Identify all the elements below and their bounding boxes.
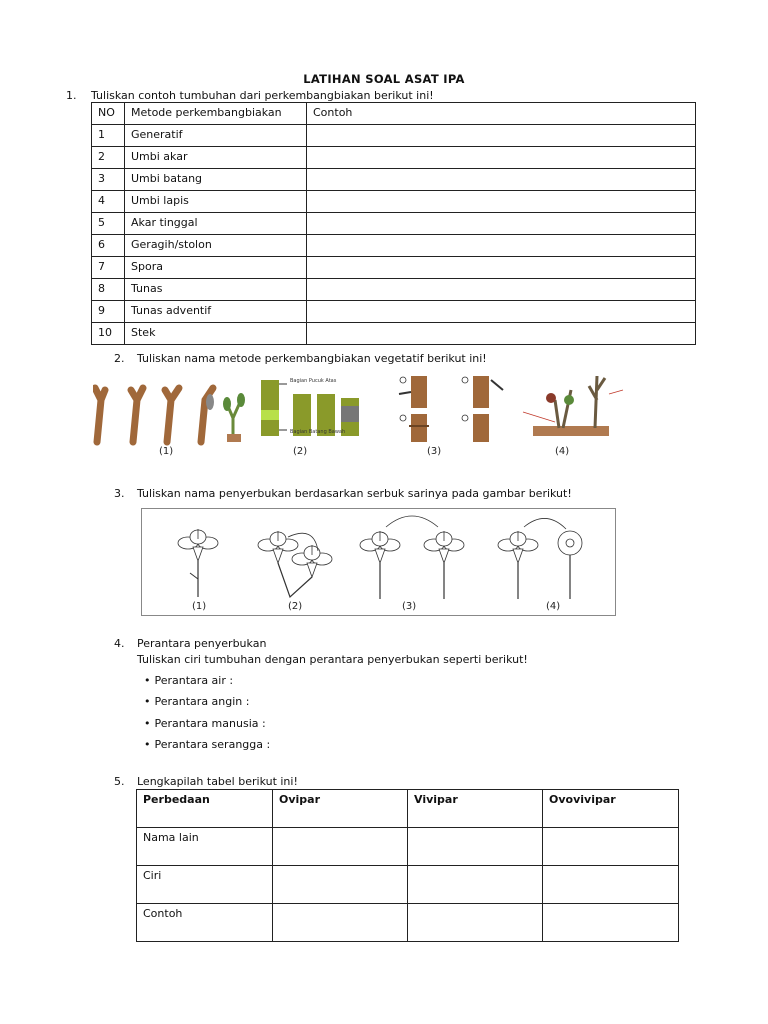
answer-cell[interactable]: [543, 828, 679, 866]
answer-cell[interactable]: [543, 904, 679, 942]
answer-cell[interactable]: [408, 828, 543, 866]
question-4-text: Tuliskan ciri tumbuhan dengan perantara penyerbukan seperti berikut!: [137, 653, 528, 666]
layering-illustration: [95, 388, 245, 442]
cutting-illustration: [523, 376, 623, 436]
row-method: Umbi akar: [125, 147, 307, 169]
header-no: NO: [92, 103, 125, 125]
table-row: [92, 279, 696, 301]
row-no: 1: [92, 125, 125, 147]
row-no: 2: [92, 147, 125, 169]
header-method: Metode perkembangbiakan: [125, 103, 307, 125]
row-label: Ciri: [137, 866, 273, 904]
header-ovipar: Ovipar: [273, 790, 408, 828]
row-method: Umbi batang: [125, 169, 307, 191]
answer-cell[interactable]: [273, 866, 408, 904]
list-item-human: • Perantara manusia :: [144, 717, 266, 730]
row-no: 4: [92, 191, 125, 213]
answer-cell[interactable]: [307, 323, 696, 345]
row-no: 10: [92, 323, 125, 345]
answer-cell[interactable]: [307, 147, 696, 169]
caption-2: (2): [293, 446, 308, 457]
table-row: [137, 866, 679, 904]
page-title: LATIHAN SOAL ASAT IPA: [303, 72, 465, 86]
neighbour-pollination-illustration: [258, 531, 332, 597]
answer-cell[interactable]: [408, 866, 543, 904]
question-1-text: Tuliskan contoh tumbuhan dari perkembangbiakan berikut ini!: [91, 89, 434, 102]
row-no: 5: [92, 213, 125, 235]
answer-cell[interactable]: [307, 279, 696, 301]
table-row: [92, 235, 696, 257]
table-row: [92, 191, 696, 213]
question-3-number: 3.: [114, 487, 125, 500]
reproduction-table: [91, 102, 696, 345]
table-row: [92, 257, 696, 279]
question-4-title: Perantara penyerbukan: [137, 637, 267, 650]
row-method: Akar tinggal: [125, 213, 307, 235]
row-no: 8: [92, 279, 125, 301]
table-header-row: [137, 790, 679, 828]
pollination-illustration: [142, 509, 615, 615]
table-row: [92, 125, 696, 147]
table-row: [137, 904, 679, 942]
answer-cell[interactable]: [307, 191, 696, 213]
table-row: [92, 323, 696, 345]
header-example: Contoh: [307, 103, 696, 125]
row-label: Nama lain: [137, 828, 273, 866]
pollination-figure: [141, 508, 616, 616]
question-1-number: 1.: [66, 89, 77, 102]
table-header-row: [92, 103, 696, 125]
label-top-part: Bagian Pucuk Atas: [290, 378, 337, 384]
answer-cell[interactable]: [307, 169, 696, 191]
list-item-water: • Perantara air :: [144, 674, 233, 687]
row-method: Geragih/stolon: [125, 235, 307, 257]
question-5-text: Lengkapilah tabel berikut ini!: [137, 775, 298, 788]
self-pollination-illustration: [178, 529, 218, 597]
header-vivipar: Vivipar: [408, 790, 543, 828]
caption-3: (3): [427, 446, 442, 457]
row-no: 7: [92, 257, 125, 279]
row-method: Stek: [125, 323, 307, 345]
table-row: [137, 828, 679, 866]
grafting-illustration: [261, 380, 359, 436]
table-row: [92, 147, 696, 169]
answer-cell[interactable]: [307, 235, 696, 257]
row-method: Tunas adventif: [125, 301, 307, 323]
table-row: [92, 213, 696, 235]
question-5-number: 5.: [114, 775, 125, 788]
budding-illustration: [399, 376, 503, 442]
answer-cell[interactable]: [273, 904, 408, 942]
row-method: Spora: [125, 257, 307, 279]
answer-cell[interactable]: [273, 828, 408, 866]
vegetative-methods-figure: [93, 370, 641, 462]
table-row: [92, 169, 696, 191]
row-no: 6: [92, 235, 125, 257]
caption-4: (4): [546, 601, 561, 612]
row-method: Generatif: [125, 125, 307, 147]
row-method: Tunas: [125, 279, 307, 301]
question-3-text: Tuliskan nama penyerbukan berdasarkan serbuk sarinya pada gambar berikut!: [137, 487, 572, 500]
animal-reproduction-table: [136, 789, 679, 942]
row-no: 3: [92, 169, 125, 191]
row-no: 9: [92, 301, 125, 323]
cross-pollination-illustration: [360, 516, 464, 599]
question-2-number: 2.: [114, 352, 125, 365]
caption-1: (1): [192, 601, 207, 612]
answer-cell[interactable]: [307, 125, 696, 147]
header-ovovivipar: Ovovivipar: [543, 790, 679, 828]
question-4-number: 4.: [114, 637, 125, 650]
label-bottom-part: Bagian Batang Bawah: [290, 429, 346, 435]
list-item-wind: • Perantara angin :: [144, 695, 249, 708]
header-difference: Perbedaan: [137, 790, 273, 828]
answer-cell[interactable]: [307, 301, 696, 323]
caption-1: (1): [159, 446, 174, 457]
question-2-text: Tuliskan nama metode perkembangbiakan vegetatif berikut ini!: [137, 352, 487, 365]
answer-cell[interactable]: [307, 213, 696, 235]
answer-cell[interactable]: [307, 257, 696, 279]
answer-cell[interactable]: [543, 866, 679, 904]
caption-2: (2): [288, 601, 303, 612]
row-method: Umbi lapis: [125, 191, 307, 213]
vegetative-illustration: [93, 370, 641, 462]
caption-3: (3): [402, 601, 417, 612]
list-item-insect: • Perantara serangga :: [144, 738, 270, 751]
row-label: Contoh: [137, 904, 273, 942]
caption-4: (4): [555, 446, 570, 457]
answer-cell[interactable]: [408, 904, 543, 942]
bastard-pollination-illustration: [498, 518, 582, 599]
table-row: [92, 301, 696, 323]
